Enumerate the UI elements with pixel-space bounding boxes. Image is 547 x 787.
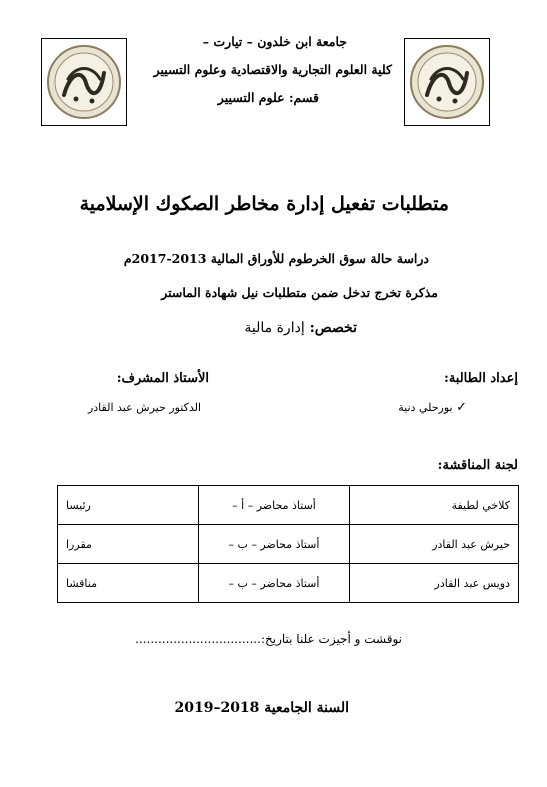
specialty-line	[244, 320, 357, 336]
table-row	[58, 525, 519, 564]
table-row	[58, 486, 519, 525]
supervisor-name: الدكتور حيرش عبد القادر	[87, 401, 201, 414]
department-name: قسم: علوم التسيير	[217, 90, 319, 105]
member-name: كلاخي لطيفة	[350, 486, 519, 525]
member-role: رئيسا	[58, 486, 199, 525]
specialty-value: إدارة مالية	[244, 320, 305, 336]
thesis-note: مذكرة تخرج تدخل ضمن متطلبات نيل شهادة الماستر	[161, 285, 438, 300]
faculty-name: كلية العلوم التجارية والاقتصادية وعلوم التسيير	[153, 62, 392, 77]
defense-date-line: نوقشت و أجيزت علنا بتاريخ:.................................	[135, 632, 402, 646]
specialty-label: تخصص:	[309, 320, 357, 336]
member-role: مقررا	[58, 525, 199, 564]
student-label: إعداد الطالبة:	[444, 371, 518, 386]
university-name: جامعة ابن خلدون – تيارت –	[202, 34, 347, 49]
checkmark-icon: ✓	[456, 400, 467, 415]
committee-table	[57, 485, 519, 603]
ibn-khaldoun-seal-icon	[42, 39, 126, 125]
table-row	[58, 564, 519, 603]
committee-label: لجنة المناقشة:	[437, 458, 518, 473]
student-name: بورحلي دنية	[398, 401, 453, 414]
member-rank: أستاذ محاضر – أ –	[199, 486, 350, 525]
thesis-title: متطلبات تفعيل إدارة مخاطر الصكوك الإسلامية	[79, 193, 449, 215]
case-study-line: دراسة حالة سوق الخرطوم للأوراق المالية 2013-2017م	[123, 251, 429, 266]
supervisor-label: الأستاذ المشرف:	[116, 371, 209, 386]
student-entry	[398, 400, 467, 415]
member-name: حيرش عبد القادر	[350, 525, 519, 564]
member-name: دويس عبد القادر	[350, 564, 519, 603]
university-logo-right	[404, 38, 490, 126]
ibn-khaldoun-seal-icon	[405, 39, 489, 125]
university-logo-left	[41, 38, 127, 126]
member-rank: أستاذ محاضر – ب –	[199, 525, 350, 564]
member-role: مناقشا	[58, 564, 199, 603]
member-rank: أستاذ محاضر – ب –	[199, 564, 350, 603]
academic-year: السنة الجامعية 2018–2019	[174, 700, 349, 716]
